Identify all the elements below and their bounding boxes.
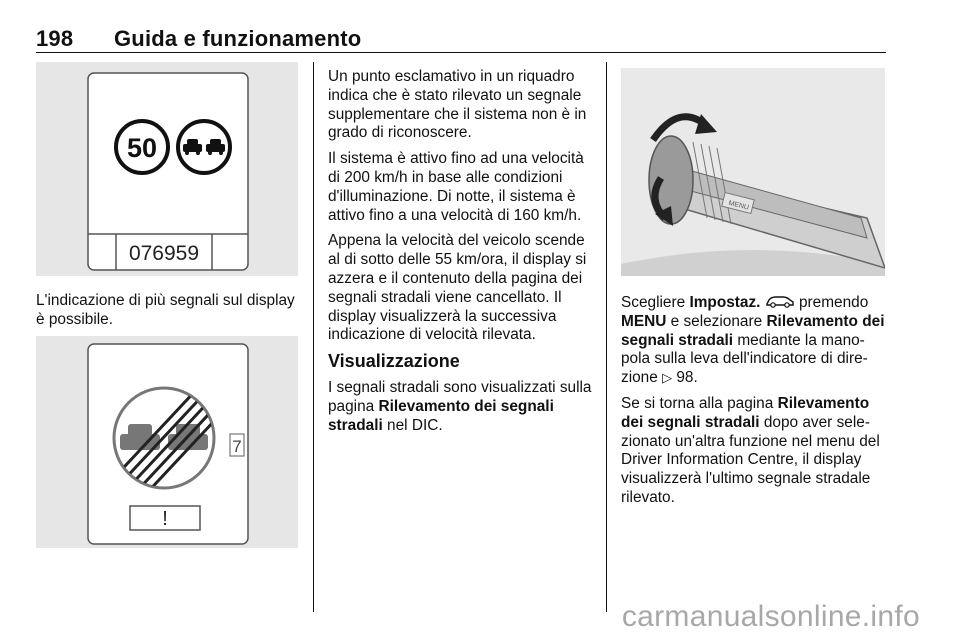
figure-sign-display — [36, 62, 298, 276]
bold-term: Rilevamento dei segnali stradali — [621, 394, 870, 431]
column-3 — [621, 294, 889, 515]
column-1 — [36, 292, 298, 337]
sign-code: 076959 — [128, 242, 200, 265]
text-run: . — [693, 369, 698, 387]
page-header — [36, 26, 361, 52]
bold-term: MENU — [621, 312, 667, 330]
bold-term: Rilevamento dei segnali stradali — [328, 397, 554, 434]
speed-limit-value: 50 — [126, 133, 158, 163]
bold-term: Rilevamento dei segnali stradali — [621, 312, 885, 349]
text-run: Se si torna alla pagina — [621, 394, 778, 412]
paragraph: Un punto esclamativo in un riquadro indica che è stato rilevato un segnale supplementare che il sistema non è in grado di riconoscere. — [328, 68, 587, 142]
column-divider-1 — [313, 62, 314, 612]
text-run: nel DIC. — [382, 416, 443, 434]
menu-button-label: MENU — [727, 199, 750, 212]
figure-end-sign — [36, 336, 298, 548]
sign-display-illustration — [36, 62, 298, 276]
exclamation-label: ! — [162, 508, 168, 530]
column-2 — [328, 68, 592, 442]
text-run: mediante la mano-pola sulla leva dell'indicatore di dire-zione — [621, 331, 868, 387]
text-run: dopo aver sele-zionato un'altra funzione nel menu del Driver Information Centre, il display visualizzerà l'ultimo segnale stradale rilevato. — [621, 413, 880, 506]
figure-lever — [621, 68, 885, 276]
text-run: premendo — [794, 294, 869, 311]
figure-caption: L'indicazione di più segnali sul display è possibile. — [36, 292, 295, 328]
page-title: Guida e funzionamento — [114, 26, 362, 51]
side-label: 7 — [232, 437, 242, 456]
section-heading: Visualizzazione — [328, 351, 460, 372]
text-run: Scegliere — [621, 294, 690, 311]
header-rule — [36, 52, 886, 53]
paragraph: Appena la velocità del veicolo scende al di sotto delle 55 km/ora, il display si azzera e il contenuto della pagina dei segnali stradali viene cancellato. Il display visualizzerà la successiva indicazione di velocità rilevata. — [328, 232, 587, 344]
end-sign-illustration — [36, 336, 298, 548]
column-divider-2 — [606, 62, 607, 612]
page-reference[interactable]: 98 — [676, 369, 694, 387]
paragraph — [621, 395, 889, 508]
page-reference-icon: ▷ — [662, 370, 673, 386]
paragraph: Il sistema è attivo fino ad una velocità di 200 km/h in base alle condizioni d'illuminazione. Di notte, il sistema è attivo fino a una velocità di 160 km/h. — [328, 150, 584, 224]
text-run: I segnali stradali sono visualizzati sulla pagina — [328, 378, 592, 415]
watermark: carmanualsonline.info — [621, 600, 920, 633]
paragraph — [621, 294, 889, 388]
car-settings-icon — [765, 295, 795, 308]
lever-illustration — [621, 68, 885, 276]
bold-term: Impostaz. — [689, 294, 761, 311]
text-run: e selezionare — [666, 312, 767, 330]
page-number: 198 — [36, 26, 74, 51]
paragraph — [328, 379, 592, 435]
